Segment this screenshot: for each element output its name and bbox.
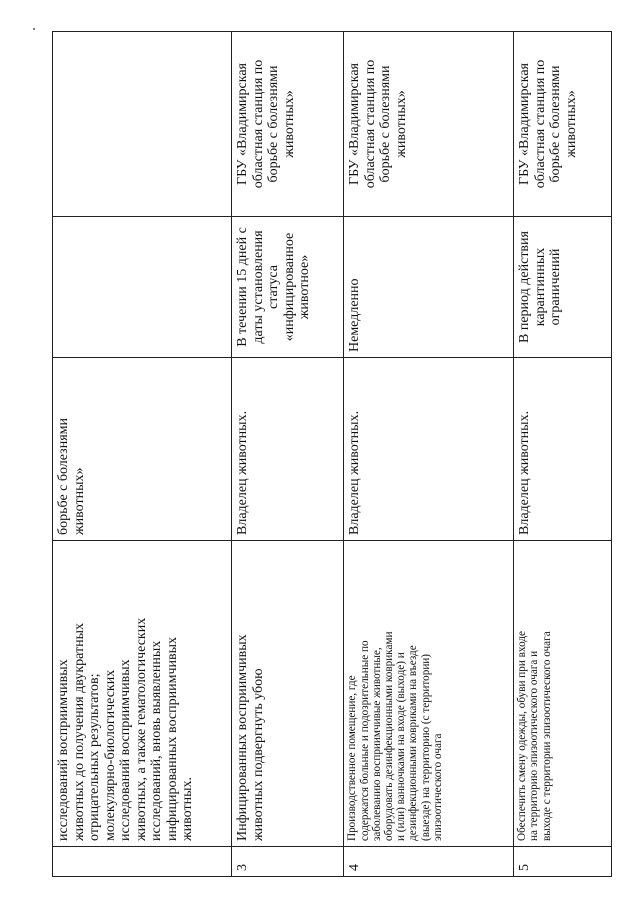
rotated-document-page — [52, 32, 612, 877]
measure-cell: исследований восприимчивых животных до получения двукратных отрицательных результатов; молекулярно-биологических исследований восприимчивых животных, а также гематологических исследований, вновь выявленных инфицированных восприимчивых животных. — [53, 541, 232, 847]
row-number — [53, 847, 232, 877]
term-cell: Немедленно — [344, 217, 514, 358]
table-row — [514, 32, 612, 877]
responsible-cell: Владелец животных. — [344, 358, 514, 541]
measure-cell: Обеспечить смену одежды, обуви при входе на территорию эпизоотического очага и выходе с территории эпизоотического очага — [514, 541, 612, 847]
row-number: 3 — [232, 847, 344, 877]
table-row — [232, 32, 344, 877]
control-cell — [53, 32, 232, 217]
responsible-cell: Владелец животных. — [514, 358, 612, 541]
row-number: 4 — [344, 847, 514, 877]
control-cell: ГБУ «Владимирская областная станция по борьбе с болезнями животных» — [514, 32, 612, 217]
row-number: 5 — [514, 847, 612, 877]
measure-cell: Производственное помещение, где содержатся больные и подозрительные по заболеванию восприимчивые животные, оборудовать дезинфекционными ковриками и (или) ванночками на входе (выходе) и дезинфекционными ковриками на въезде (выезде) на территорию (с территории) эпизоотического очага — [344, 541, 514, 847]
term-cell: В течении 15 дней с даты установления статуса «инфицированное животное» — [232, 217, 344, 358]
control-cell: ГБУ «Владимирская областная станция по борьбе с болезнями животных» — [232, 32, 344, 217]
control-cell: ГБУ «Владимирская областная станция по борьбе с болезнями животных» — [344, 32, 514, 217]
responsible-cell: борьбе с болезнями животных» — [53, 358, 232, 541]
measures-table — [52, 31, 612, 877]
term-cell — [53, 217, 232, 358]
table-row — [344, 32, 514, 877]
table-row — [53, 32, 232, 877]
responsible-cell: Владелец животных. — [232, 358, 344, 541]
measure-cell: Инфицированных восприимчивых животных подвергнуть убою — [232, 541, 344, 847]
term-cell: В период действия карантинных ограничений — [514, 217, 612, 358]
scan-speck — [33, 28, 35, 30]
